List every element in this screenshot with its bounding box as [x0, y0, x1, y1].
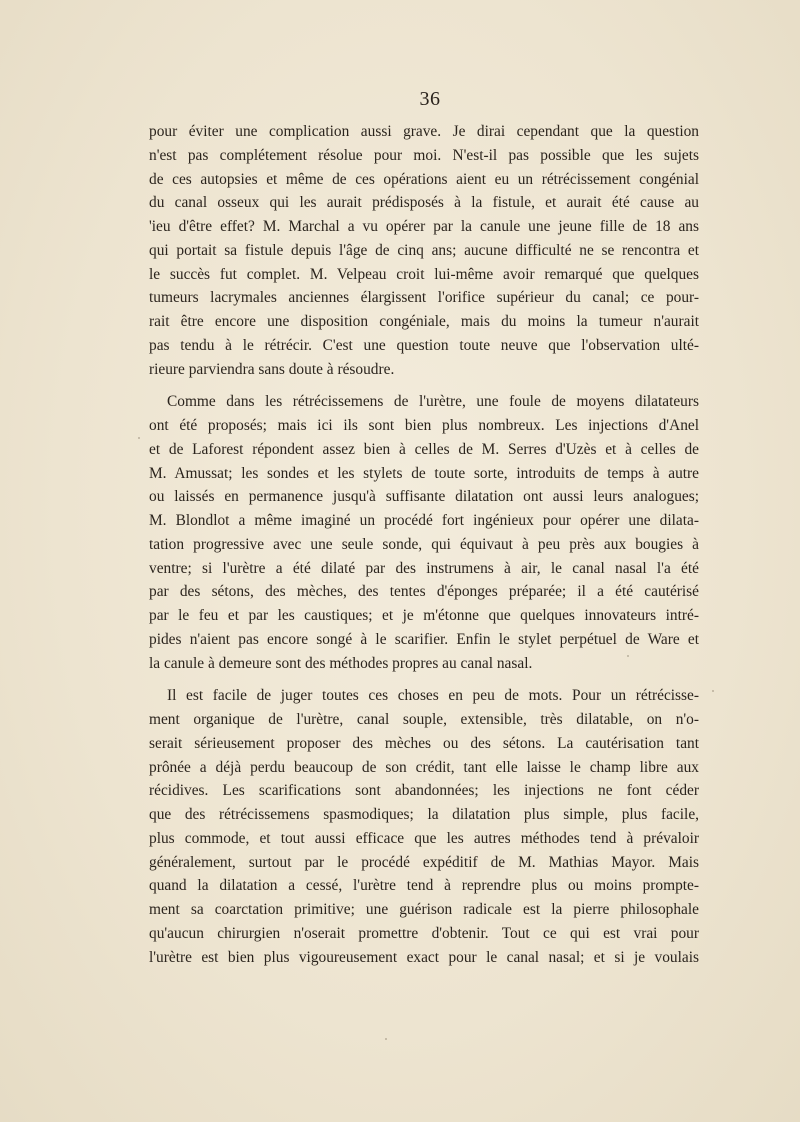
- paper-speck: [138, 437, 140, 439]
- page-number: 36: [419, 88, 441, 110]
- text-line: rieure parviendra sans doute à résoudre.: [149, 360, 395, 378]
- text-line: ventre; si l'urètre a été dilaté par des instrumens à air, le canal nasal l'a été: [149, 559, 699, 577]
- text-line: Il est facile de juger toutes ces choses en peu de mots. Pour un rétrécisse-: [167, 687, 699, 705]
- text-line: pides n'aient pas encore songé à le scarifier. Enfin le stylet perpétuel de Ware et: [149, 630, 699, 648]
- text-line: M. Blondlot a même imaginé un procédé fort ingénieux pour opérer une dilata-: [149, 512, 699, 529]
- text-line: n'est pas complétement résolue pour moi. N'est-il pas possible que les sujets: [149, 146, 699, 164]
- text-line: serait sérieusement proposer des mèches ou des sétons. La cautérisation tant: [149, 734, 699, 752]
- paper-speck: [627, 655, 629, 657]
- text-line: rait être encore une disposition congéniale, mais du moins la tumeur n'aurait: [149, 313, 699, 330]
- text-line: qu'aucun chirurgien n'oserait promettre d'obtenir. Tout ce qui est vrai pour: [149, 924, 699, 942]
- text-line: ment organique de l'urètre, canal souple, extensible, très dilatable, on n'o-: [149, 711, 699, 728]
- text-line: ou laissés en permanence jusqu'à suffisante dilatation ont aussi leurs analogues;: [149, 488, 699, 506]
- text-line: M. Amussat; les sondes et les stylets de toute sorte, introduits de temps à autre: [149, 464, 699, 482]
- body-text: [149, 120, 699, 969]
- text-line: généralement, surtout par le procédé expéditif de M. Mathias Mayor. Mais: [149, 853, 699, 871]
- text-line: prônée a déjà perdu beaucoup de son crédit, tant elle laisse le champ libre aux: [149, 758, 699, 776]
- text-line: plus commode, et tout aussi efficace que les autres méthodes tend à prévaloir: [149, 829, 699, 847]
- paper-speck: [712, 690, 714, 692]
- text-line: pour éviter une complication aussi grave. Je dirai cependant que la question: [149, 123, 699, 140]
- text-line: l'urètre est bien plus vigoureusement exact pour le canal nasal; et si je voulais: [149, 948, 699, 966]
- text-line: quand la dilatation a cessé, l'urètre tend à reprendre plus ou moins prompte-: [149, 877, 699, 895]
- text-line: par des sétons, des mèches, des tentes d'éponges préparée; il a été cautérisé: [149, 583, 699, 601]
- text-line: tumeurs lacrymales anciennes élargissent l'orifice supérieur du canal; ce pour-: [149, 289, 699, 307]
- text-line: que des rétrécissemens spasmodiques; la dilatation plus simple, plus facile,: [149, 806, 699, 823]
- text-line: tation progressive avec une seule sonde, qui équivaut à peu près aux bougies à: [149, 535, 699, 553]
- text-line: du canal osseux qui les aurait prédisposés à la fistule, et aurait été cause au: [149, 194, 699, 212]
- paragraph-3: [149, 684, 699, 969]
- paper-speck: [385, 1038, 387, 1040]
- text-line: ment sa coarctation primitive; une guérison radicale est la pierre philosophale: [149, 901, 699, 918]
- text-line: le succès fut complet. M. Velpeau croit lui-même avoir remarqué que quelques: [149, 265, 699, 283]
- paragraph-1: [149, 120, 699, 381]
- text-line: qui portait sa fistule depuis l'âge de cinq ans; aucune difficulté ne se rencontra et: [149, 241, 699, 259]
- text-line: par le feu et par les caustiques; et je m'étonne que quelques innovateurs intré-: [149, 607, 699, 624]
- paragraph-2: [149, 390, 699, 675]
- text-line: Comme dans les rétrécissemens de l'urètre, une foule de moyens dilatateurs: [167, 393, 699, 411]
- text-line: la canule à demeure sont des méthodes propres au canal nasal.: [149, 654, 533, 672]
- text-line: 'ieu d'être effet? M. Marchal a vu opérer par la canule une jeune fille de 18 ans: [149, 218, 699, 235]
- text-line: et de Laforest répondent assez bien à celles de M. Serres d'Uzès et à celles de: [149, 440, 699, 458]
- text-line: ont été proposés; mais ici ils sont bien plus nombreux. Les injections d'Anel: [149, 417, 699, 434]
- text-line: de ces autopsies et même de ces opérations aient eu un rétrécissement congénial: [149, 170, 699, 188]
- text-line: pas tendu à le rétrécir. C'est une question toute neuve que l'observation ulté-: [149, 336, 699, 354]
- text-line: récidives. Les scarifications sont abandonnées; les injections ne font céder: [149, 782, 699, 800]
